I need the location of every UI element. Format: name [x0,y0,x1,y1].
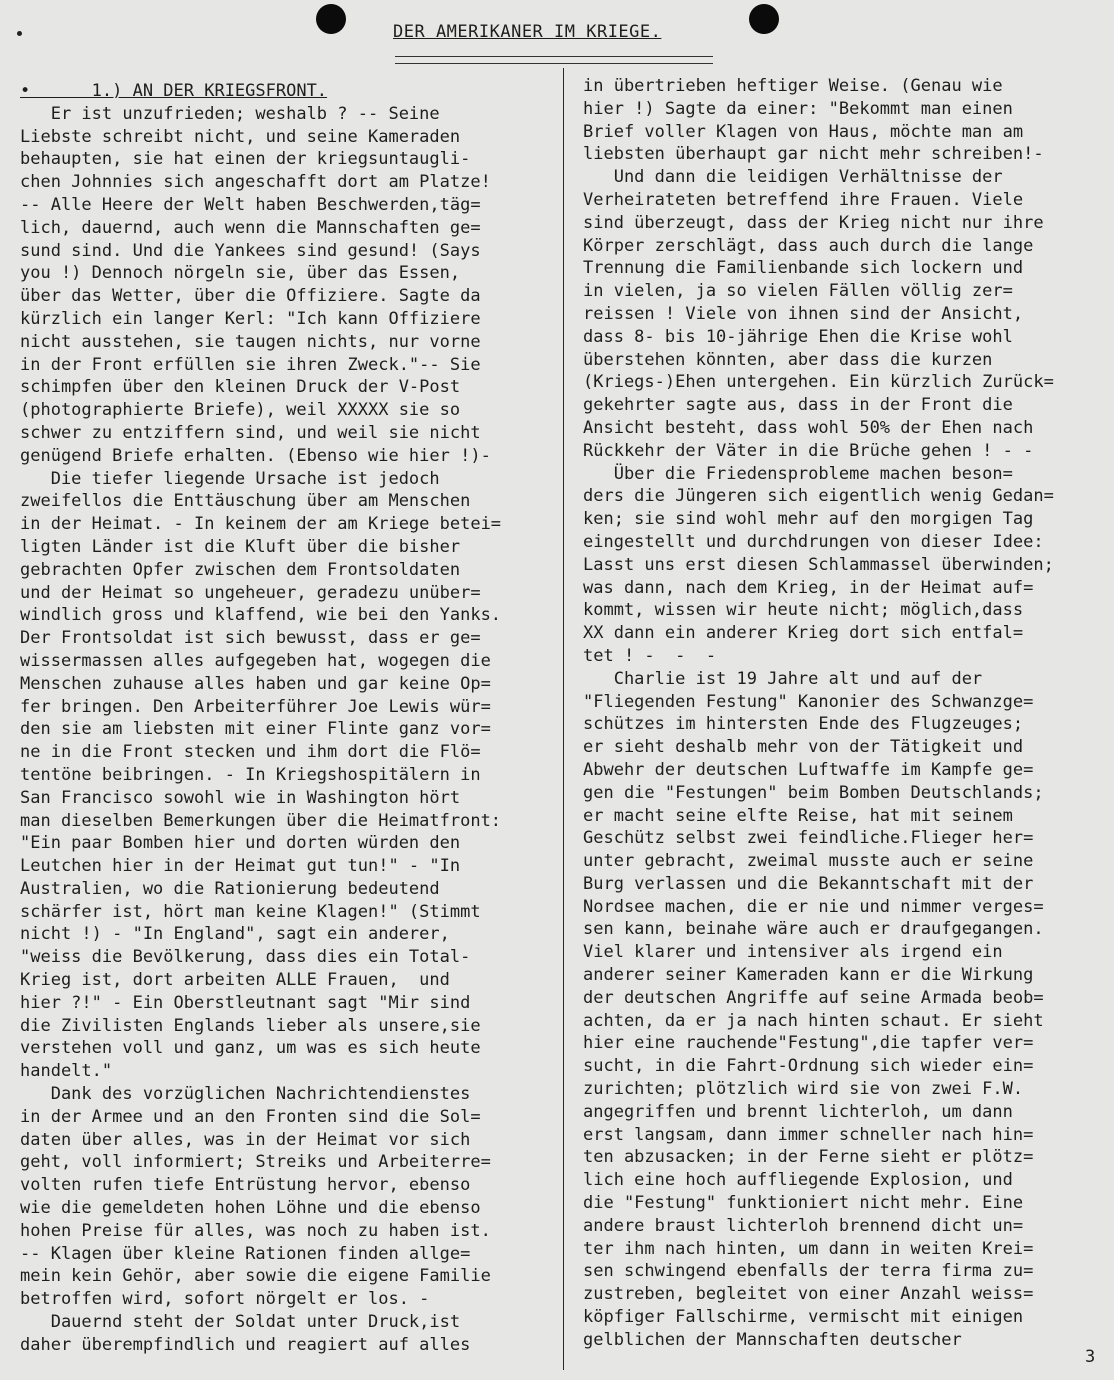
text-line: Und dann die leidigen Verhältnisse der [583,167,1003,188]
text-line: Leutchen hier in der Heimat gut tun!" - "In [20,856,461,877]
text-line: sind überzeugt, dass der Krieg nicht nur ihre [583,212,1044,233]
text-line: man dieselben Bemerkungen über die Heimatfront: [20,810,502,831]
text-line: Dauernd steht der Soldat unter Druck,ist [20,1312,461,1333]
text-line: Nordsee machen, die er nie und nimmer verges= [583,896,1044,917]
text-line: lich, dauernd, auch wenn die Mannschaften ge= [20,217,481,238]
text-line: Charlie ist 19 Jahre alt und auf der [583,668,983,689]
text-line: schwer zu entziffern sind, und weil sie nicht [20,422,481,443]
text-line: in der Heimat. - In keinem der am Kriege betei= [20,514,502,535]
text-line: Trennung die Familienbande sich lockern und [583,258,1024,279]
text-line: daten über alles, was in der Heimat vor sich [20,1129,471,1150]
text-line: gekehrter sagte aus, dass in der Front die [583,395,1013,416]
text-line: zweifellos die Enttäuschung über am Menschen [20,491,471,512]
text-line: eingestellt und durchdrungen von dieser Idee: [583,531,1044,552]
text-line: den sie am liebsten mit einer Flinte ganz vor= [20,719,491,740]
text-line: verstehen voll und ganz, um was es sich heute [20,1038,481,1059]
text-line: in übertrieben heftiger Weise. (Genau wie [583,76,1003,96]
text-line: ne in die Front stecken und ihm dort die Flö= [20,742,481,763]
text-line: er macht seine elfte Reise, hat mit seinem [583,805,1013,826]
text-line: genügend Briefe erhalten. (Ebenso wie hier !)- [20,445,491,466]
page-number: 3 [1085,1347,1096,1367]
text-line: (photographierte Briefe), weil XXXXX sie so [20,400,461,421]
text-line: ligten Länder ist die Kluft über die bisher [20,536,461,557]
section-heading: • 1.) AN DER KRIEGSFRONT. [20,81,328,101]
text-line: unter gebracht, zweimal musste auch er seine [583,851,1034,872]
text-line: XX dann ein anderer Krieg dort sich entfal= [583,623,1024,644]
text-line: schärfer ist, hört man keine Klagen!" (Stimmt [20,901,481,922]
text-line: "weiss die Bevölkerung, dass dies ein Total- [20,947,471,968]
text-line: wie die gemeldeten hohen Löhne und die ebenso [20,1198,481,1219]
text-line: Krieg ist, dort arbeiten ALLE Frauen, und [20,970,450,991]
text-line: in der Armee und an den Fronten sind die Sol= [20,1106,481,1127]
text-line: betroffen wird, sofort nörgelt er los. - [20,1289,430,1310]
text-line: Rückkehr der Väter in die Brüche gehen ! - - [583,440,1034,461]
text-line: lich eine hoch auffliegende Explosion, und [583,1170,1013,1191]
punch-hole-right [749,4,779,34]
text-line: ders die Jüngeren sich eigentlich wenig Gedan= [583,486,1054,507]
text-line: reissen ! Viele von ihnen sind der Ansicht, [583,303,1024,324]
text-line: tentöne beibringen. - In Kriegshospitälern in [20,764,481,785]
text-line: was dann, nach dem Krieg, in der Heimat auf= [583,577,1034,598]
text-line: daher überempfindlich und reagiert auf alles [20,1334,471,1355]
text-line: -- Klagen über kleine Rationen finden allge= [20,1243,471,1264]
text-line: handelt." [20,1061,113,1082]
text-line: erst langsam, dann immer schneller nach hin= [583,1124,1034,1145]
text-line: Körper zerschlägt, dass auch durch die lange [583,235,1034,256]
text-line: zustreben, begleitet von einer Anzahl weiss= [583,1284,1034,1305]
text-line: der deutschen Angriffe auf seine Armada beob= [583,987,1044,1008]
text-line: fer bringen. Den Arbeiterführer Joe Lewis wür= [20,696,491,717]
text-line: überstehen könnten, aber dass die kurzen [583,349,993,370]
punch-hole-left [316,4,346,34]
text-line: schützes im hintersten Ende des Flugzeuges; [583,714,1024,735]
text-line: mein kein Gehör, aber sowie die eigene Familie [20,1266,491,1287]
text-line: geht, voll informiert; Streiks und Arbeiterre= [20,1152,491,1173]
text-line: Er ist unzufrieden; weshalb ? -- Seine [20,103,440,124]
text-line: kommt, wissen wir heute nicht; möglich,dass [583,600,1024,621]
left-column [20,80,501,1357]
text-line: nicht ausstehen, sie taugen nichts, nur vorne [20,331,481,352]
text-line: gelblichen der Mannschaften deutscher [583,1329,962,1350]
text-line: dass 8- bis 10-jährige Ehen die Krise wohl [583,326,1013,347]
text-line: über das Wetter, über die Offiziere. Sagte da [20,286,481,307]
text-line: angegriffen und brennt lichterloh, um dann [583,1101,1013,1122]
text-line: ten abzusacken; in der Ferne sieht er plötz= [583,1147,1034,1168]
text-line: windlich gross und klaffend, wie bei den Yanks. [20,605,502,626]
text-line: chen Johnnies sich angeschafft dort am Platze! [20,172,491,193]
text-line: und der Heimat so ungeheuer, geradezu unüber= [20,582,481,603]
text-line: ter ihm nach hinten, um dann in weiten Krei= [583,1238,1034,1259]
text-line: in der Front erfüllen sie ihren Zweck."-- Sie [20,354,481,375]
text-line: hohen Preise für alles, was noch zu haben ist. [20,1220,491,1241]
text-line: nicht !) - "In England", sagt ein anderer, [20,924,450,945]
text-line: gen die "Festungen" beim Bomben Deutschlands; [583,782,1044,803]
text-line: Brief voller Klagen von Haus, möchte man am [583,121,1024,142]
text-line: Liebste schreibt nicht, und seine Kameraden [20,126,461,147]
text-line: Über die Friedensprobleme machen beson= [583,463,1013,484]
text-line: volten rufen tiefe Entrüstung hervor, ebenso [20,1175,471,1196]
text-line: schimpfen über den kleinen Druck der V-Post [20,377,461,398]
text-line: andere braust lichterloh brennend dicht un= [583,1215,1024,1236]
text-line: Ansicht besteht, dass wohl 50% der Ehen nach [583,417,1034,438]
text-line: you !) Dennoch nörgeln sie, über das Essen, [20,263,461,284]
text-line: köpfiger Fallschirme, vermischt mit einigen [583,1307,1024,1328]
text-line: tet ! - - - [583,645,717,666]
page-title: DER AMERIKANER IM KRIEGE. [393,22,662,42]
text-line: Burg verlassen und die Bekanntschaft mit der [583,873,1034,894]
text-line: San Francisco sowohl wie in Washington hört [20,787,461,808]
text-line: die "Festung" funktioniert nicht mehr. Eine [583,1193,1024,1214]
text-line: -- Alle Heere der Welt haben Beschwerden,täg= [20,194,481,215]
text-line: Dank des vorzüglichen Nachrichtendienstes [20,1084,471,1105]
column-divider [563,68,564,1370]
text-line: Lasst uns erst diesen Schlammassel überwinden; [583,554,1054,575]
right-column [583,75,1054,1352]
text-line: behaupten, sie hat einen der kriegsuntaugli- [20,149,471,170]
text-line: hier eine rauchende"Festung",die tapfer ver= [583,1033,1034,1054]
text-line: Geschütz selbst zwei feindliche.Flieger her= [583,828,1034,849]
text-line: achten, da er ja nach hinten schaut. Er sieht [583,1010,1044,1031]
text-line: "Ein paar Bomben hier und dorten würden den [20,833,461,854]
text-line: hier !) Sagte da einer: "Bekommt man einen [583,98,1013,119]
text-line: sen schwingend ebenfalls der terra firma zu= [583,1261,1034,1282]
text-line: Verheirateten betreffend ihre Frauen. Viele [583,189,1024,210]
text-line: ken; sie sind wohl mehr auf den morgigen Tag [583,509,1034,530]
text-line: liebsten überhaupt gar nicht mehr schreiben!- [583,144,1044,165]
title-double-rule [395,56,713,64]
text-line: hier ?!" - Ein Oberstleutnant sagt "Mir sind [20,992,471,1013]
text-line: Viel klarer und intensiver als irgend ein [583,942,1003,963]
text-line: kürzlich ein langer Kerl: "Ich kann Offiziere [20,308,481,329]
text-line: Australien, wo die Rationierung bedeutend [20,878,440,899]
text-line: wissermassen alles aufgegeben hat, wogegen die [20,650,491,671]
text-line: (Kriegs-)Ehen untergehen. Ein kürzlich Zurück= [583,372,1054,393]
text-line: die Zivilisten Englands lieber als unsere,sie [20,1015,481,1036]
text-line: Der Frontsoldat ist sich bewusst, dass er ge= [20,628,481,649]
text-line: Die tiefer liegende Ursache ist jedoch [20,468,440,489]
text-line: sucht, in die Fahrt-Ordnung sich wieder ein= [583,1056,1034,1077]
text-line: gebrachten Opfer zwischen dem Frontsoldaten [20,559,461,580]
text-line: Menschen zuhause alles haben und gar keine Op= [20,673,491,694]
text-line: sen kann, beinahe wäre auch er draufgegangen. [583,919,1044,940]
text-line: er sieht deshalb mehr von der Tätigkeit und [583,737,1024,758]
text-line: "Fliegenden Festung" Kanonier des Schwanzge= [583,691,1034,712]
text-line: anderer seiner Kameraden kann er die Wirkung [583,965,1034,986]
text-line: in vielen, ja so vielen Fällen völlig zer= [583,281,1013,302]
text-line: Abwehr der deutschen Luftwaffe im Kampfe ge= [583,759,1034,780]
text-line: zurichten; plötzlich wird sie von zwei F.W. [583,1079,1024,1100]
text-line: sund sind. Und die Yankees sind gesund! (Says [20,240,481,261]
ink-speck [17,31,22,36]
